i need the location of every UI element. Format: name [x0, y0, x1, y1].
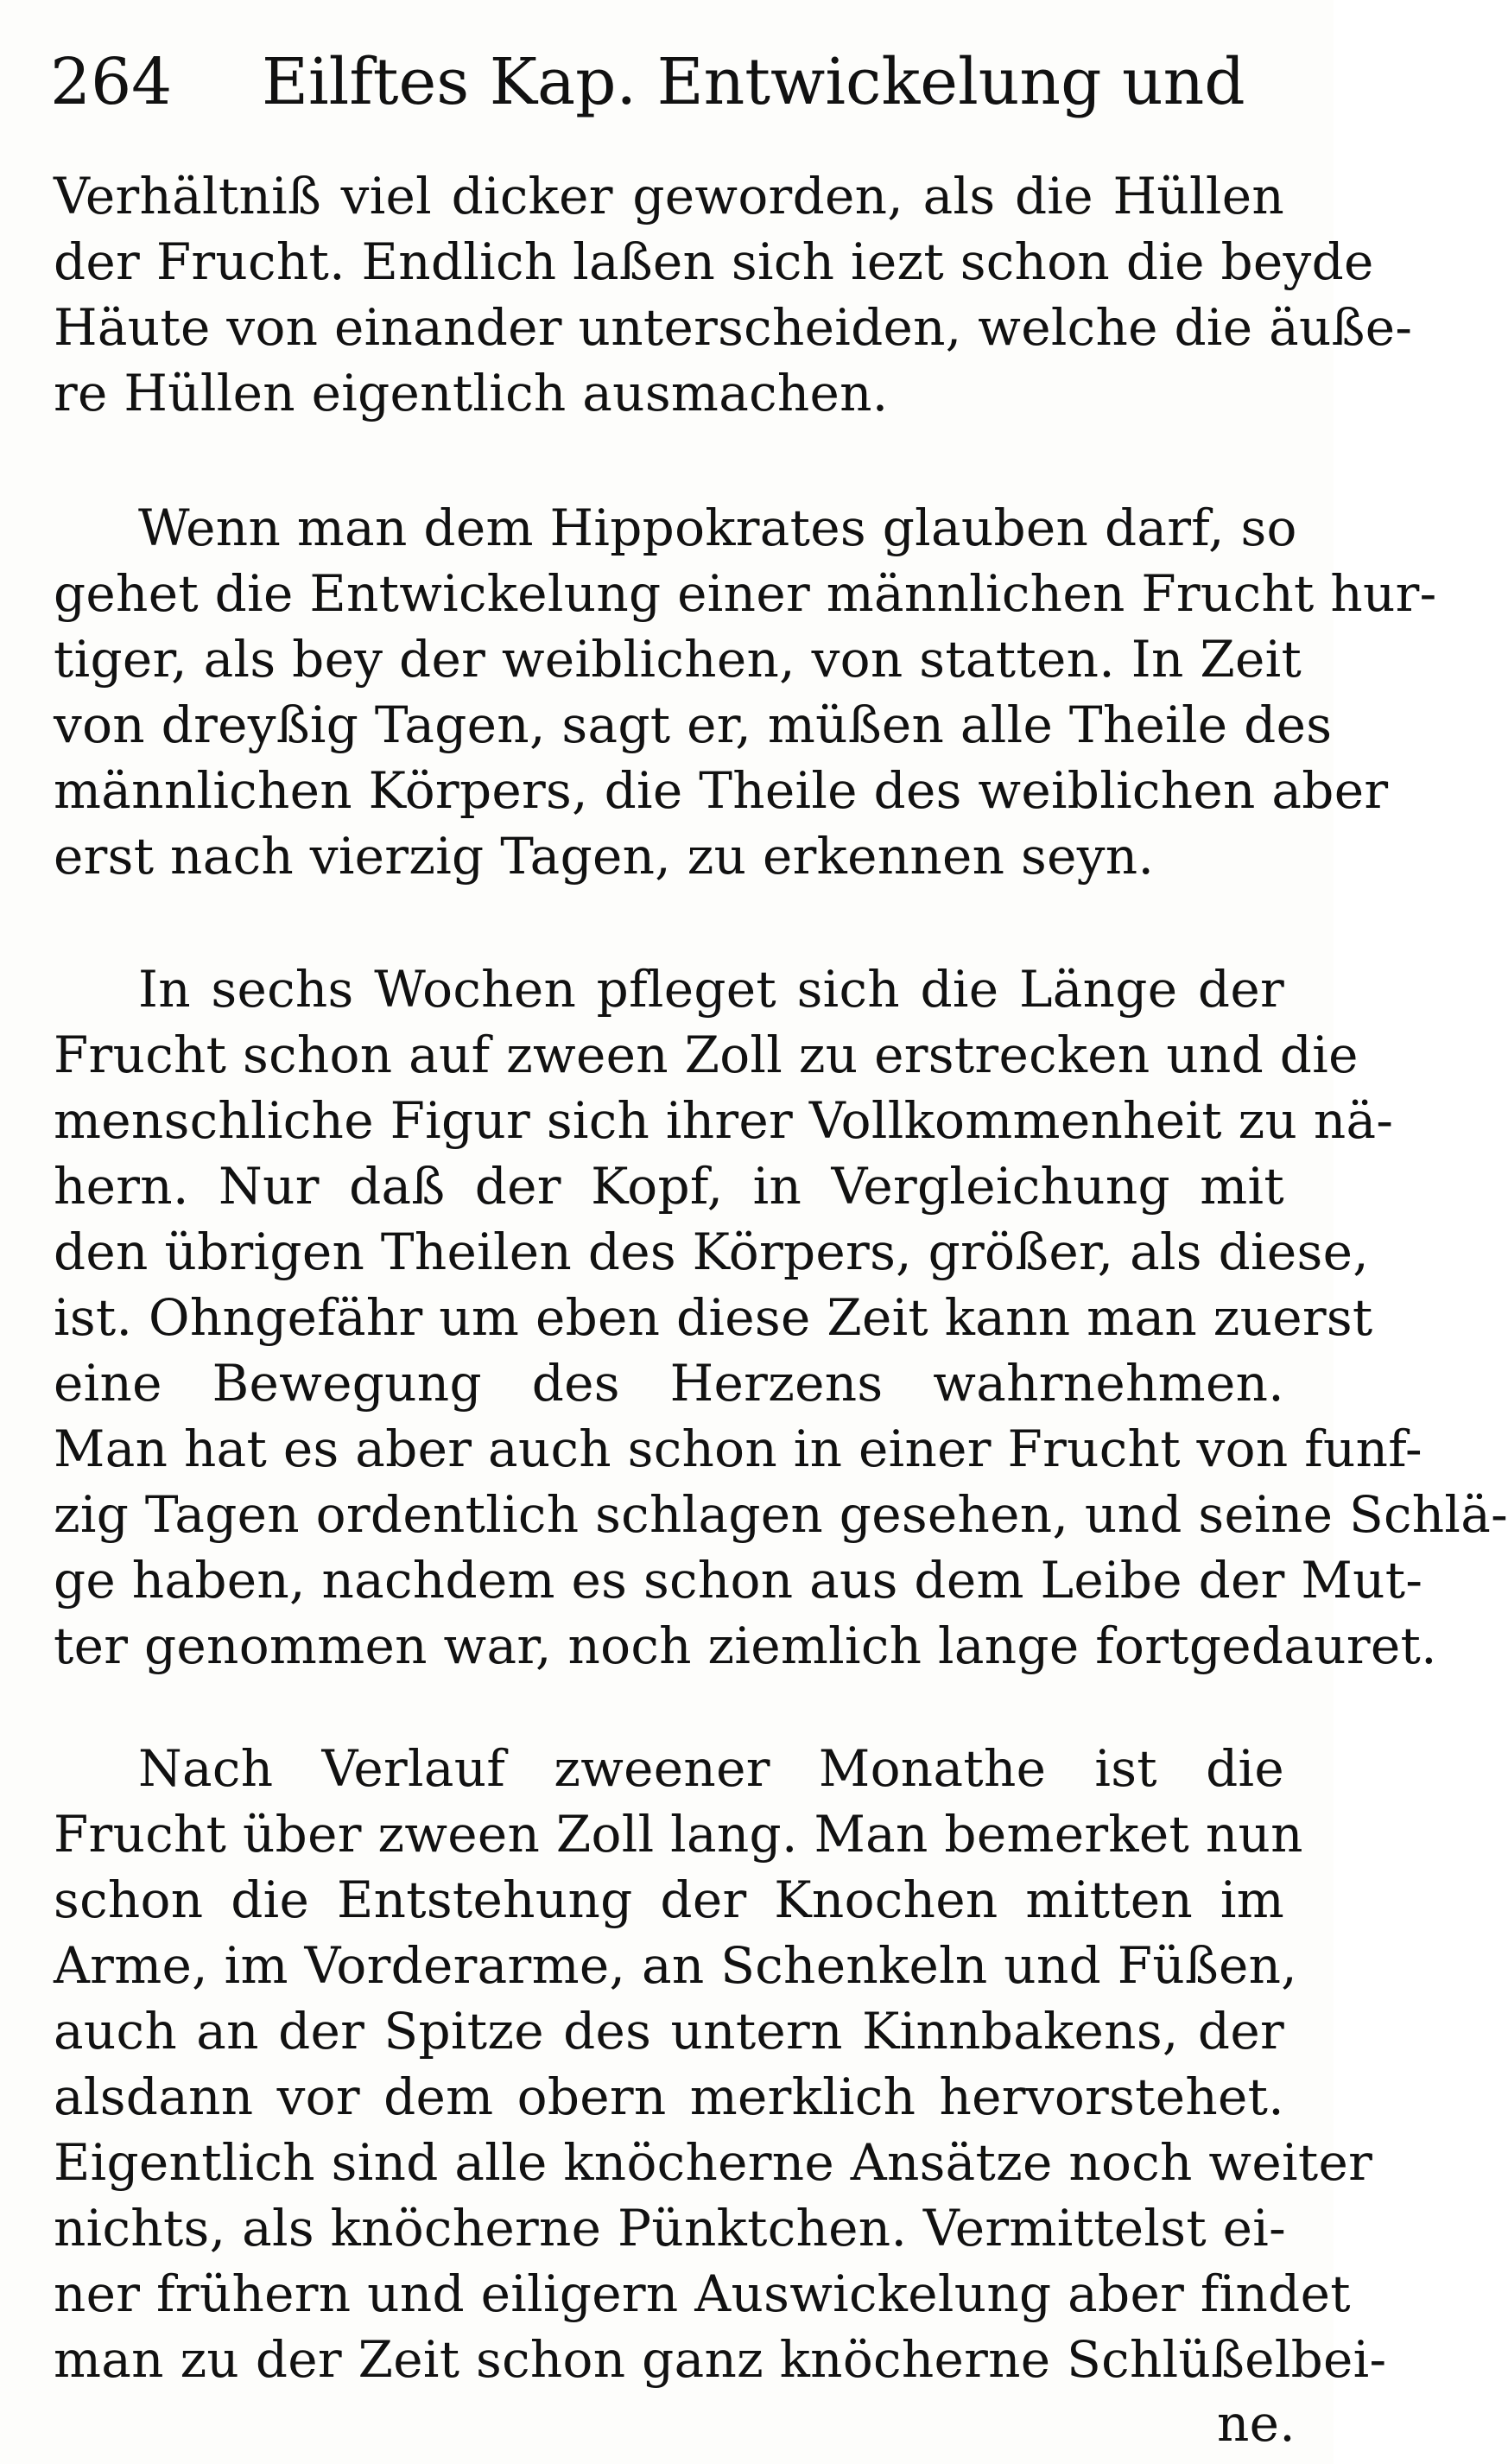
- text-line: ter genommen war, noch ziemlich lange fortgedauret.: [54, 1616, 1437, 1675]
- text-line: männlichen Körpers, die Theile des weiblichen aber: [54, 761, 1389, 820]
- text-line: Nach Verlauf zweener Monathe ist die: [138, 1739, 1284, 1798]
- text-line: ist. Ohngefähr um eben diese Zeit kann man zuerst: [54, 1288, 1373, 1347]
- text-line: ner frühern und eiligern Auswickelung aber findet: [54, 2264, 1351, 2323]
- text-line: Arme, im Vorderarme, an Schenkeln und Füßen,: [54, 1936, 1298, 1995]
- text-line: ge haben, nachdem es schon aus dem Leibe der Mut-: [54, 1551, 1423, 1610]
- text-line: Frucht über zween Zoll lang. Man bemerket nun: [54, 1805, 1303, 1864]
- text-line: Häute von einander unterscheiden, welche die äuße-: [54, 298, 1413, 357]
- text-line: eine Bewegung des Herzens wahrnehmen.: [54, 1354, 1284, 1413]
- text-line: von dreyßig Tagen, sagt er, müßen alle Theile des: [54, 695, 1333, 754]
- running-title: Eilftes Kap. Entwickelung und: [262, 45, 1245, 119]
- text-line: ne.: [1216, 2394, 1296, 2453]
- text-line: Wenn man dem Hippokrates glauben darf, so: [138, 499, 1297, 557]
- page-header: [50, 35, 1294, 130]
- text-line: gehet die Entwickelung einer männlichen Frucht hur-: [54, 564, 1437, 623]
- text-line: hern. Nur daß der Kopf, in Vergleichung mit: [54, 1157, 1284, 1216]
- text-line: zig Tagen ordentlich schlagen gesehen, und seine Schlä-: [54, 1485, 1508, 1544]
- text-line: re Hüllen eigentlich ausmachen.: [54, 364, 889, 422]
- text-line: nichts, als knöcherne Pünktchen. Vermittelst ei-: [54, 2199, 1287, 2258]
- text-line: Verhältniß viel dicker geworden, als die Hüllen: [54, 167, 1284, 225]
- text-line: auch an der Spitze des untern Kinnbakens, der: [54, 2002, 1284, 2061]
- text-line: Eigentlich sind alle knöcherne Ansätze noch weiter: [54, 2133, 1373, 2192]
- text-line: tiger, als bey der weiblichen, von statten. In Zeit: [54, 630, 1302, 689]
- text-line: menschliche Figur sich ihrer Vollkommenheit zu nä-: [54, 1091, 1394, 1150]
- text-line: der Frucht. Endlich laßen sich iezt schon die beyde: [54, 232, 1374, 291]
- text-line: alsdann vor dem obern merklich hervorstehet.: [54, 2067, 1284, 2126]
- text-line: schon die Entstehung der Knochen mitten im: [54, 1870, 1284, 1929]
- page-number: 264: [50, 45, 173, 119]
- text-line: erst nach vierzig Tagen, zu erkennen seyn.: [54, 827, 1155, 886]
- text-line: man zu der Zeit schon ganz knöcherne Schlüßelbei-: [54, 2330, 1387, 2389]
- text-line: den übrigen Theilen des Körpers, größer, als diese,: [54, 1222, 1369, 1281]
- text-line: Man hat es aber auch schon in einer Frucht von funf-: [54, 1419, 1422, 1478]
- text-line: In sechs Wochen pfleget sich die Länge der: [138, 960, 1284, 1019]
- text-line: Frucht schon auf zween Zoll zu erstrecken und die: [54, 1026, 1359, 1084]
